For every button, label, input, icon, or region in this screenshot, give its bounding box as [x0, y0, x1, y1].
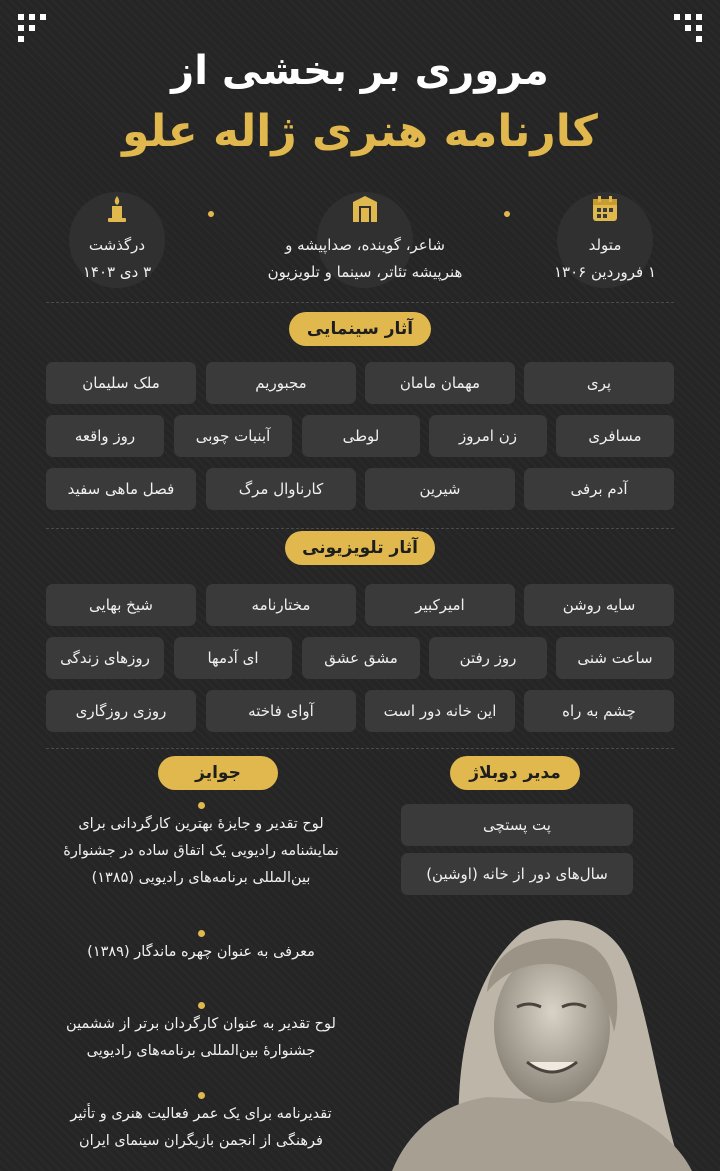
bullet-dot: [198, 1092, 205, 1099]
tv-item: شیخ بهایی: [46, 584, 196, 626]
divider: [46, 748, 674, 749]
title-line-1: مروری بر بخشی از: [171, 48, 549, 94]
awards-heading: جوایز: [158, 756, 278, 790]
cinema-item: فصل ماهی سفید: [46, 468, 196, 510]
cinema-item: آدم برفی: [524, 468, 674, 510]
separator-dot: [504, 211, 510, 217]
death-date: ۳ دی ۱۴۰۳: [82, 263, 152, 281]
cinema-item: زن امروز: [429, 415, 547, 457]
title-line-2: کارنامه هنری ژاله علو: [122, 106, 598, 157]
logo-mark-right: [674, 14, 702, 42]
separator-dot: [208, 211, 214, 217]
cinema-item: مجبوریم: [206, 362, 356, 404]
tv-item: این خانه دور است: [365, 690, 515, 732]
portrait-photo: [392, 912, 692, 1171]
tv-item: مشق عشق: [302, 637, 420, 679]
tv-item: روز رفتن: [429, 637, 547, 679]
tv-item: مختارنامه: [206, 584, 356, 626]
death-label: درگذشت: [88, 236, 146, 254]
death-info: [52, 192, 182, 286]
bullet-dot: [198, 930, 205, 937]
tv-heading: آثار تلویزیونی: [285, 531, 435, 565]
award-item: لوح تقدیر و جایزهٔ بهترین کارگردانی برای نمایشنامه رادیویی یک اتفاق ساده در جشنوارهٔ بین‌المللی برنامه‌های رادیویی (۱۳۸۵): [36, 802, 366, 892]
tv-item: سایه روشن: [524, 584, 674, 626]
cinema-heading: آثار سینمایی: [289, 312, 431, 346]
candle-icon: [102, 194, 132, 224]
cinema-item: کارناوال مرگ: [206, 468, 356, 510]
dubbing-item: سال‌های دور از خانه (اوشین): [401, 853, 633, 895]
cinema-item: آبنبات چوبی: [174, 415, 292, 457]
born-label: متولد: [588, 236, 622, 254]
dubbing-heading: مدیر دوبلاژ: [450, 756, 580, 790]
divider: [46, 302, 674, 303]
dubbing-item: پت پستچی: [401, 804, 633, 846]
tv-item: آوای فاخته: [206, 690, 356, 732]
cinema-item: ملک سلیمان: [46, 362, 196, 404]
occupation-line-2: هنرپیشه تئاتر، سینما و تلویزیون: [267, 263, 463, 281]
born-info: [530, 192, 680, 286]
tv-item: روزی روزگاری: [46, 690, 196, 732]
award-item: تقدیرنامه برای یک عمر فعالیت هنری و تأثیر فرهنگی از انجمن بازیگران سینمای ایران: [36, 1092, 366, 1155]
born-date: ۱ فروردین ۱۳۰۶: [553, 263, 657, 281]
award-item: لوح تقدیر به عنوان کارگردان برتر از ششمین جشنوارهٔ بین‌المللی برنامه‌های رادیویی: [36, 1002, 366, 1065]
bullet-dot: [198, 1002, 205, 1009]
tv-item: روزهای زندگی: [46, 637, 164, 679]
divider: [46, 528, 674, 529]
tv-item: ای آدمها: [174, 637, 292, 679]
cinema-item: مهمان مامان: [365, 362, 515, 404]
calendar-icon: [590, 194, 620, 224]
cinema-item: لوطی: [302, 415, 420, 457]
gate-icon: [350, 194, 380, 224]
occupation-info: [225, 192, 505, 286]
tv-item: چشم به راه: [524, 690, 674, 732]
bullet-dot: [198, 802, 205, 809]
logo-mark-left: [18, 14, 46, 42]
cinema-item: مسافری: [556, 415, 674, 457]
tv-item: ساعت شنی: [556, 637, 674, 679]
cinema-item: روز واقعه: [46, 415, 164, 457]
cinema-item: پری: [524, 362, 674, 404]
award-item: معرفی به عنوان چهره ماندگار (۱۳۸۹): [36, 930, 366, 966]
occupation-line-1: شاعر، گوینده، صداپیشه و: [285, 236, 445, 254]
cinema-item: شیرین: [365, 468, 515, 510]
tv-item: امیرکبیر: [365, 584, 515, 626]
